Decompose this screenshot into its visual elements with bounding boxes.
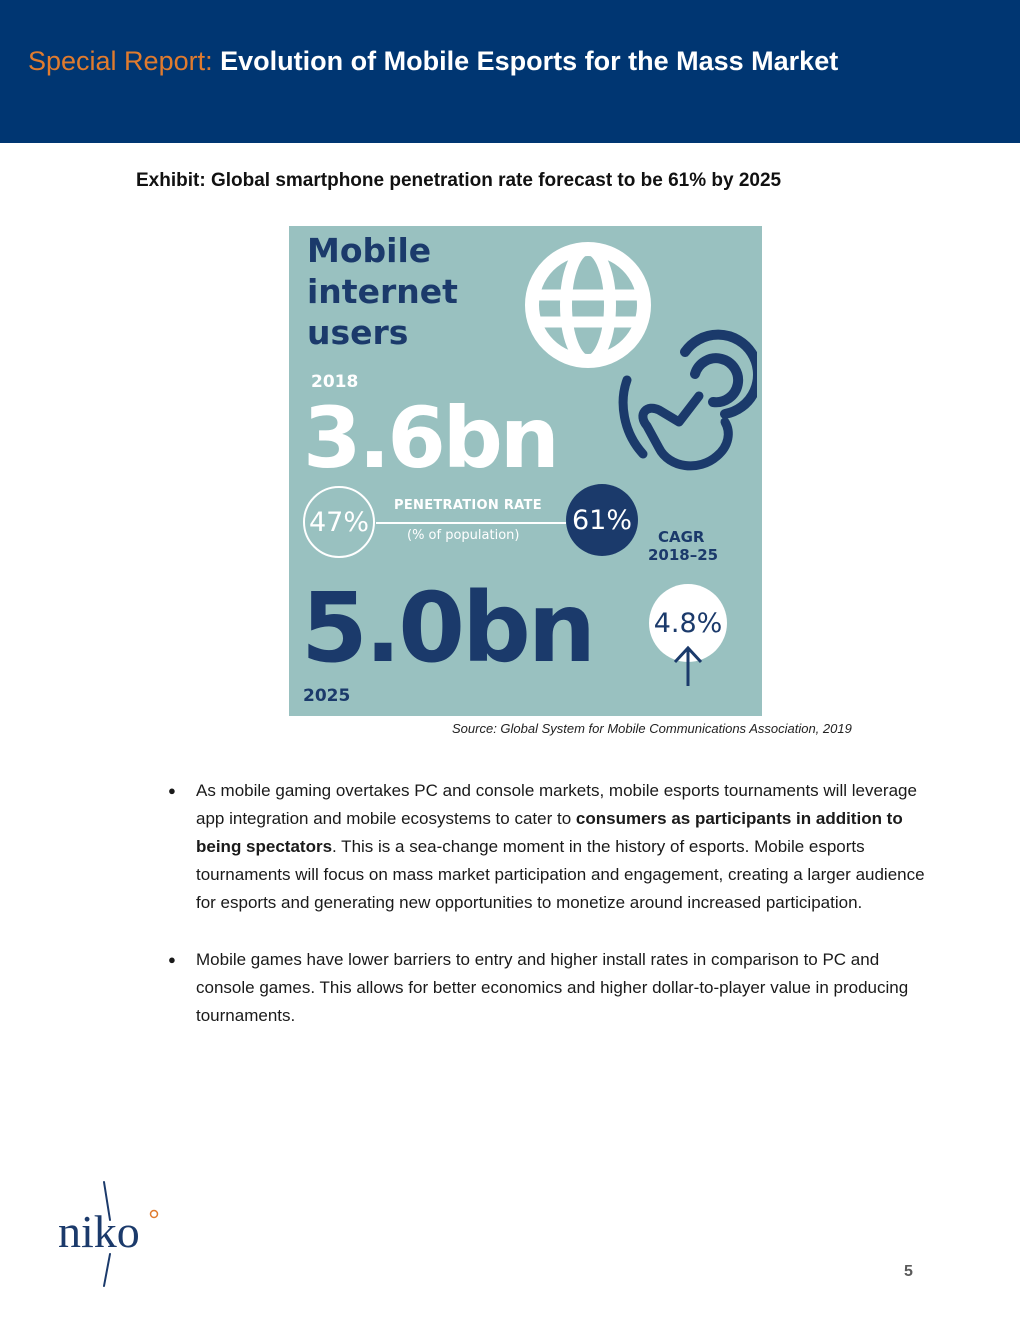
report-title-main: Evolution of Mobile Esports for the Mass Market bbox=[220, 46, 839, 76]
bullet-item-2 bbox=[168, 946, 928, 1030]
cagr-label-line-2: 2018–25 bbox=[648, 546, 719, 564]
infographic-mobile-internet-users bbox=[289, 226, 762, 716]
bullet-2-text: Mobile games have lower barriers to entry and higher install rates in comparison to PC and console games. This allows for better economics and higher dollar-to-player value in producing tournaments. bbox=[196, 950, 909, 1025]
users-2018-value: 3.6bn bbox=[303, 389, 557, 487]
touch-hand-icon bbox=[607, 322, 757, 472]
arrow-up-icon bbox=[672, 644, 704, 688]
year-2025-label: 2025 bbox=[303, 686, 351, 706]
penetration-rate-label: PENETRATION RATE bbox=[394, 498, 542, 513]
niko-logo-text: niko bbox=[58, 1206, 140, 1257]
users-2025-value: 5.0bn bbox=[301, 572, 594, 684]
heading-line-3: users bbox=[307, 313, 409, 352]
penetration-2018-circle: 47% bbox=[303, 486, 375, 558]
bullet-dot: ● bbox=[168, 952, 176, 967]
cagr-label bbox=[648, 528, 718, 564]
source-citation: Source: Global System for Mobile Communications Association, 2019 bbox=[452, 721, 852, 736]
bullet-list bbox=[168, 777, 928, 1059]
bullet-item-1 bbox=[168, 777, 928, 917]
bullet-dot: ● bbox=[168, 783, 176, 798]
cagr-label-line-1: CAGR bbox=[658, 528, 705, 546]
bullet-1-text-bold: consumers as participants in addition to being spectators bbox=[196, 809, 903, 856]
bullet-1-text-start: As mobile gaming overtakes PC and console markets, mobile esports tournaments will leverage app integration and mobile ecosystems to cater to bbox=[196, 781, 917, 828]
penetration-rate-sublabel: (% of population) bbox=[407, 528, 520, 543]
heading-line-2: internet bbox=[307, 272, 458, 311]
year-2018-label: 2018 bbox=[311, 372, 359, 392]
report-title-prefix: Special Report: bbox=[28, 46, 213, 76]
penetration-2025-circle: 61% bbox=[566, 484, 638, 556]
bullet-1-text-end: . This is a sea-change moment in the history of esports. Mobile esports tournaments will focus on mass market participation and engagement, creating a larger audience for esports and generating new opportunities to monetize around increased participation. bbox=[196, 837, 925, 912]
niko-logo bbox=[58, 1178, 164, 1288]
heading-line-1: Mobile bbox=[307, 231, 432, 270]
page-number: 5 bbox=[904, 1263, 913, 1280]
penetration-connector-line bbox=[376, 522, 566, 524]
report-title bbox=[28, 44, 838, 78]
exhibit-title: Exhibit: Global smartphone penetration rate forecast to be 61% by 2025 bbox=[136, 170, 782, 191]
infographic-heading bbox=[307, 230, 458, 353]
cagr-value-circle: 4.8% bbox=[649, 584, 727, 662]
